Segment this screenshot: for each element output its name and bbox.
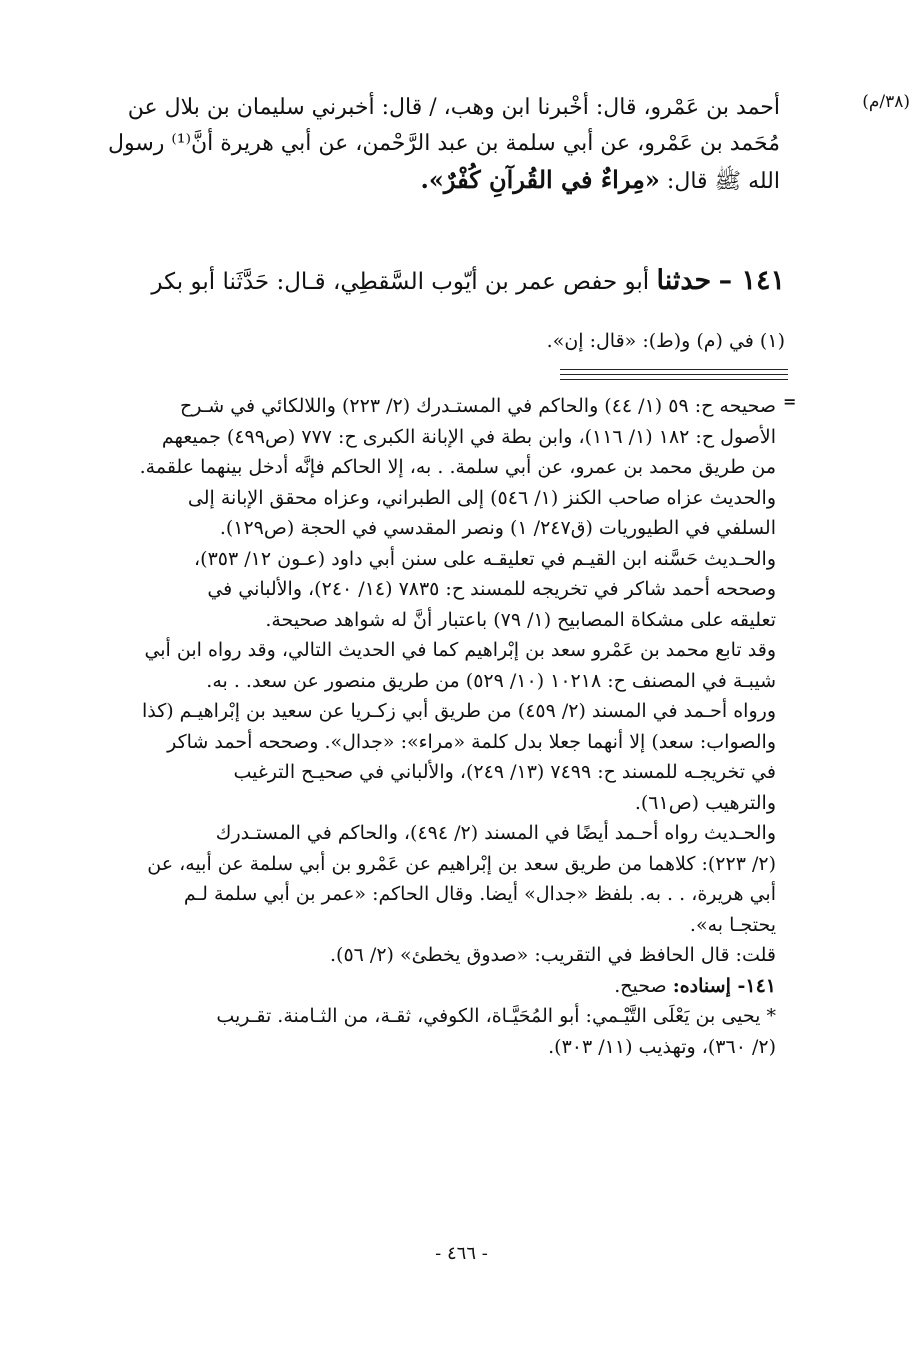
commentary-line: (٢/ ٢٢٣): كلاهما من طريق سعد بن إبْراهيم عن عَمْرو بن أبي سلمة عن أبيه، عن — [147, 852, 776, 875]
commentary-line: قلت: قال الحافظ في التقريب: «صدوق يخطئ» (٢/ ٥٦). — [330, 944, 776, 966]
main-line — [80, 162, 780, 200]
continuation-mark: = — [783, 392, 797, 411]
commentary-line: من طريق محمد بن عمرو، عن أبي سلمة. . به، إلا الحاكم فإنَّه أدخل بينهما علقمة. — [139, 456, 776, 478]
commentary-line: تعليقه على مشكاة المصابيح (١/ ٧٩) باعتبار أنَّ له شواهد صحيحة. — [265, 608, 776, 631]
commentary — [76, 391, 776, 1062]
main-line: أحمد بن عَمْرو، قال: أخْبرنا ابن وهب، / قال: أخبرني سليمان بن بلال عن — [127, 95, 780, 120]
page-number: - ٤٦٦ - — [435, 1243, 488, 1264]
footnote-divider — [560, 369, 788, 370]
commentary-line: والترهيب (ص٦١). — [634, 791, 776, 814]
main-line: مُحَمد بن عَمْرو، عن أبي سلمة بن عبد الرَّحْمن، عن أبي هريرة أنَّ⁽¹⁾ رسول — [107, 131, 780, 156]
main-line-prefix: الله ﷺ قال: — [666, 169, 780, 194]
narrator-line: * يحيى بن يَعْلَى التَّيْـمي: أبو المُحَيَّـاة، الكوفي، ثقـة، من الثـامنة. تقـريب — [216, 1005, 776, 1027]
commentary-line: وصححه أحمد شاكر في تخريجه للمسند ح: ٧٨٣٥ (١٤/ ٢٤٠)، والألباني في — [207, 578, 776, 600]
footnote-divider — [560, 379, 788, 380]
hadith-chain-text: أبو حفص عمر بن أيّوب السَّقطِي، قـال: حَدَّثَنا أبو بكر — [151, 269, 650, 295]
commentary-line: في تخريجـه للمسند ح: ٧٤٩٩ (١٣/ ٢٤٩)، والألباني في صحيـح الترغيب — [233, 761, 776, 783]
prophetic-saying: «مِراءٌ في القُرآنِ كُفْرٌ». — [420, 165, 660, 194]
commentary-line: أبي هريرة، . . به. بلفظ «جدال» أيضا. وقال الحاكم: «عمر بن أبي سلمة لـم — [183, 883, 776, 905]
isnad-label: ١٤١- إسناده: — [672, 974, 776, 997]
commentary-line: والحـديث حَسَّنه ابن القيـم في تعليقـه على سنن أبي داود (عـون ١٢/ ٣٥٣)، — [194, 547, 776, 570]
commentary-line: ورواه أحـمد في المسند (٢/ ٤٥٩) من طريق أبي زكـريا عن سعيد بن إبْراهيـم (كذا — [141, 700, 776, 722]
commentary-line: والصواب: سعد) إلا أنهما جعلا بدل كلمة «مراء»: «جدال». وصححه أحمد شاكر — [167, 730, 776, 753]
commentary-line: وقد تابع محمد بن عَمْرو سعد بن إبْراهيم كما في الحديث التالي، وقد رواه ابن أبي — [144, 639, 776, 661]
isnad-grade: صحيح. — [614, 974, 667, 997]
isnad-line — [76, 971, 776, 1002]
footnote: (١) في (م) و(ط): «قال: إن». — [546, 330, 785, 352]
haddathana-word: حدثنا — [656, 265, 712, 296]
commentary-line: السلفي في الطيوريات (ق٢٤٧/ ١) ونصر المقدسي في الحجة (ص١٢٩). — [219, 517, 776, 539]
narrator-line: (٢/ ٣٦٠)، وتهذيب (١١/ ٣٠٣). — [548, 1035, 776, 1058]
hadith-141-opening — [80, 262, 785, 301]
commentary-line: والحـديث رواه أحـمد أيضًا في المسند (٢/ ٤٩٤)، والحاكم في المستـدرك — [215, 822, 776, 844]
commentary-line: الأصول ح: ١٨٢ (١/ ١١٦)، وابن بطة في الإبانة الكبرى ح: ٧٧٧ (ص٤٩٩) جميعهم — [161, 425, 776, 448]
hadith-number: ١٤١ – — [718, 265, 785, 296]
commentary-line: شيبـة في المصنف ح: ١٠٢١٨ (١٠/ ٥٢٩) من طريق منصور عن سعد. . به. — [206, 669, 776, 692]
commentary-line: يحتجـا به». — [689, 913, 776, 936]
commentary-line: والحديث عزاه صاحب الكنز (١/ ٥٤٦) إلى الطبراني، وعزاه محقق الإبانة إلى — [187, 486, 776, 509]
commentary-line: صحيحه ح: ٥٩ (١/ ٤٤) والحاكم في المستـدرك (٢/ ٢٢٣) واللالكائي في شـرح — [179, 395, 776, 417]
main-text — [80, 90, 780, 200]
footnote-divider — [560, 374, 788, 375]
manuscript-folio-reference: (٣٨/م) — [862, 92, 910, 112]
